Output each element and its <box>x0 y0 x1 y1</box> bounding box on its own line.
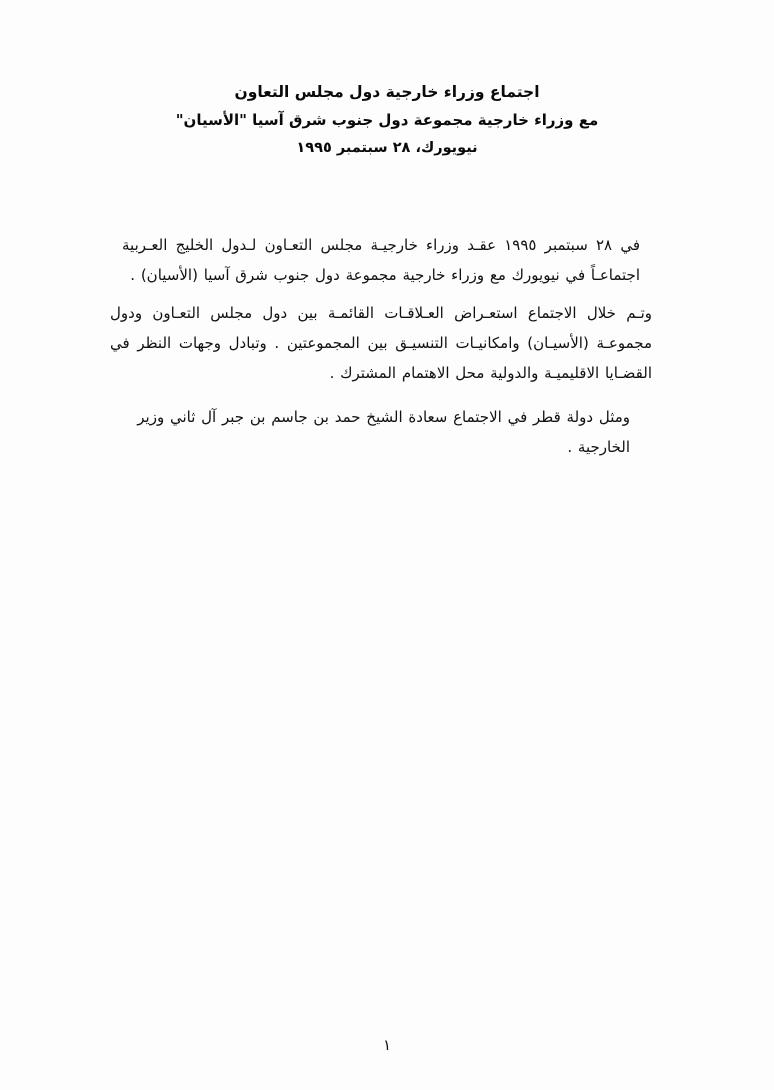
page-title-line-3: نيويورك، ٢٨ سبتمبر ١٩٩٥ <box>296 140 478 156</box>
body-paragraph-1: في ٢٨ سبتمبر ١٩٩٥ عقـد وزراء خارجيـة مجلس التعـاون لـدول الخليج العـربية اجتماعـاً في نيويورك مع وزراء خارجية مجموعة دول جنوب شرق آسيا (الأسيان) . <box>122 236 640 284</box>
page-number: ١ <box>382 1036 392 1054</box>
page-title-line-2: مع وزراء خارجية مجموعة دول جنوب شرق آسيا "الأسيان" <box>175 111 599 129</box>
title-body-spacer <box>104 162 670 230</box>
document-title-block <box>104 78 670 162</box>
page-title-line-1: اجتماع وزراء خارجية دول مجلس التعاون <box>234 83 540 101</box>
body-paragraph-2: وتـم خلال الاجتماع استعـراض العـلاقـات القائمـة بين دول مجلس التعـاون ودول مجموعـة (الأسيـان) وامكانيـات التنسيـق بين المجموعتين . وتبادل وجهات النظر في القضـايا الاقليميـة والدولية محل الاهتمام المشترك . <box>110 304 652 382</box>
document-body <box>0 78 774 468</box>
body-paragraph-3: ومثل دولة قطر في الاجتماع سعادة الشيخ حمد بن جاسم بن جبر آل ثاني وزير الخارجية . <box>137 408 630 456</box>
